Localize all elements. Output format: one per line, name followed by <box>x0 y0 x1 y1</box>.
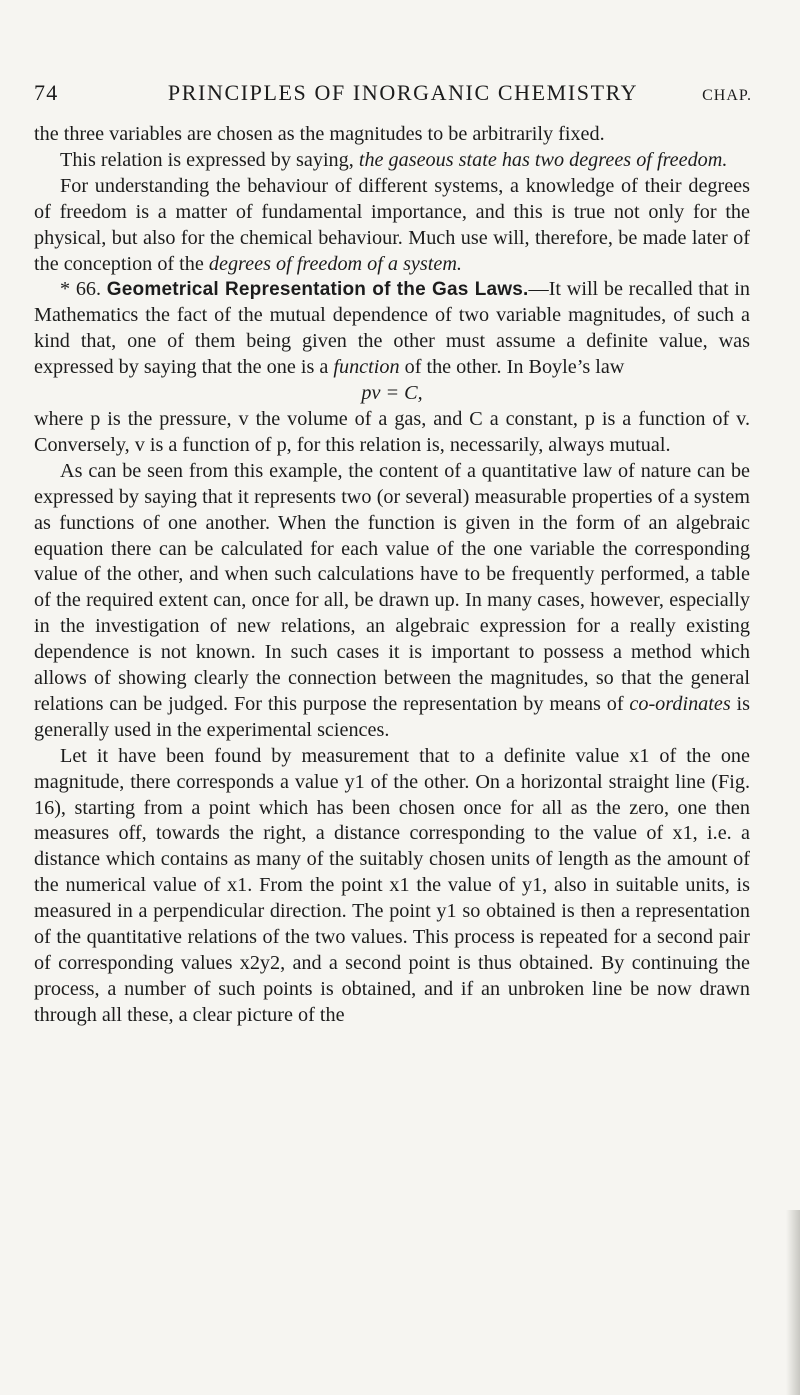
paragraph-2-text: This relation is expressed by saying, <box>60 148 359 171</box>
paragraph-2 <box>34 148 750 174</box>
running-title: PRINCIPLES OF INORGANIC CHEMISTRY <box>167 80 639 105</box>
paragraph-6-text-end: is generally used in the experimental sciences. <box>34 692 750 741</box>
boyle-formula <box>34 381 750 407</box>
page-edge-shadow <box>786 1210 800 1395</box>
paragraph-6-emphasis: co-ordinates <box>629 692 731 715</box>
boyle-formula-text: pv = C, <box>361 382 423 405</box>
paragraph-3 <box>34 174 750 278</box>
section-66-emphasis: function <box>333 356 400 379</box>
page-body <box>34 122 750 1029</box>
section-66-text: —It will be recalled that in Mathematics the fact of the mutual dependence of two variable magnitudes, of such a kind that, one of them being given the other must assume a definite value, was expressed by saying that the one is a <box>34 278 750 379</box>
page-number: 74 <box>34 80 59 105</box>
section-66-paragraph <box>34 277 750 381</box>
paragraph-1: the three variables are chosen as the magnitudes to be arbitrarily fixed. <box>34 123 605 145</box>
paragraph-7: Let it have been found by measurement that to a definite value x1 of the one magnitude, there corresponds a value y1 of the other. On a horizontal straight line (Fig. 16), starting from a point which has been chosen once for all as the zero, one then measures off, towards the right, a distance corresponding to the value of x1, i.e. a distance which contains as many of the suitably chosen units of length as the amount of the numerical value of x1. From the point x1 the value of y1, also in suitable units, is measured in a perpendicular direction. The point y1 so obtained is then a representation of the quantitative relations of the two values. This process is repeated for a second pair of corresponding values x2y2, and a second point is thus obtained. By continuing the process, a number of such points is obtained, and if an unbroken line be now drawn through all these, a clear picture of the <box>34 744 750 1026</box>
chapter-label: CHAP. <box>702 87 752 104</box>
paragraph-6-text: As can be seen from this example, the content of a quantitative law of nature can be expressed by saying that it represents two (or several) measurable properties of a system as functions of one another. When the function is given in the form of an algebraic equation there can be calculated for each value of the one variable the corresponding value of the other, and when such calculations have to be frequently performed, a table of the required extent can, once for all, be drawn up. In many cases, however, especially in the investigation of new relations, an algebraic expression for a really existing dependence is not known. In such cases it is important to possess a method which allows of showing clearly the connection between the magnitudes, so that the general relations can be judged. For this purpose the representation by means of <box>34 459 750 715</box>
paragraph-5: where p is the pressure, v the volume of a gas, and C a constant, p is a function of v. Conversely, v is a function of p, for this relation is, necessarily, always mutual. <box>34 407 750 456</box>
section-66-text-end: of the other. In Boyle’s law <box>399 356 625 379</box>
paragraph-3-emphasis: degrees of freedom of a system. <box>208 252 462 275</box>
section-marker: * 66. <box>60 278 107 301</box>
section-heading: Geometrical Representation of the Gas Laws. <box>106 279 529 301</box>
running-head <box>34 80 752 106</box>
paragraph-2-emphasis: the gaseous state has two degrees of freedom. <box>358 148 728 171</box>
paragraph-3-text: For understanding the behaviour of different systems, a knowledge of their degrees of freedom is a matter of fundamental importance, and this is true not only for the physical, but also for the chemical behaviour. Much use will, therefore, be made later of the conception of the <box>34 174 750 275</box>
paragraph-6 <box>34 459 750 744</box>
